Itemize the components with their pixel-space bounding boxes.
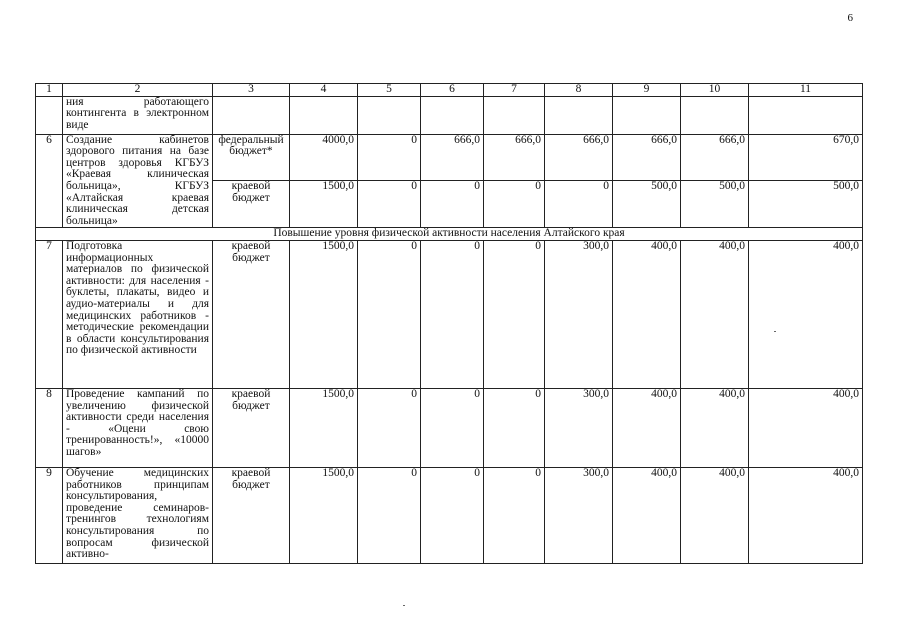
value-cell: 400,0	[749, 388, 863, 467]
value-cell: 1500,0	[290, 181, 358, 228]
section-row	[36, 228, 863, 241]
value-cell: 500,0	[681, 181, 749, 228]
value-cell: 0	[421, 467, 484, 563]
funding-source: краевой бюджет	[213, 240, 290, 388]
row-number: 8	[36, 388, 63, 467]
value-cell: 400,0	[613, 388, 681, 467]
value-cell: 0	[484, 467, 545, 563]
table-row-9	[36, 467, 863, 563]
funding-source: краевой бюджет	[213, 181, 290, 228]
value-cell: 0	[421, 240, 484, 388]
col-header: 1	[36, 84, 63, 97]
cell	[484, 96, 545, 134]
value-cell: 300,0	[545, 388, 613, 467]
row-description: Проведение кампаний по увеличению физической активности среди населения - «Оцени свою тренированность!», «10000 шагов»	[63, 388, 213, 467]
value-cell: 1500,0	[290, 388, 358, 467]
value-cell: 0	[421, 181, 484, 228]
cell	[681, 96, 749, 134]
col-header: 2	[63, 84, 213, 97]
value-cell: 666,0	[545, 134, 613, 181]
row-number: 6	[36, 134, 63, 228]
budget-table	[35, 83, 863, 564]
value-cell: 4000,0	[290, 134, 358, 181]
value-cell: 500,0	[613, 181, 681, 228]
value-cell: 300,0	[545, 467, 613, 563]
value-cell: 0	[358, 388, 421, 467]
scan-speck	[774, 331, 776, 332]
value-cell: 0	[421, 388, 484, 467]
value-cell: 0	[358, 134, 421, 181]
col-header: 10	[681, 84, 749, 97]
cell	[545, 96, 613, 134]
value-cell: 0	[358, 467, 421, 563]
cell	[213, 96, 290, 134]
value-cell: 400,0	[681, 388, 749, 467]
row-number	[36, 96, 63, 134]
row-description: ния работающего контингента в электронном виде	[63, 96, 213, 134]
value-cell: 0	[545, 181, 613, 228]
value-cell: 400,0	[749, 467, 863, 563]
value-cell: 670,0	[749, 134, 863, 181]
scan-speck	[403, 605, 405, 606]
table-row-6a	[36, 134, 863, 181]
table-header-row	[36, 84, 863, 97]
value-cell: 400,0	[613, 240, 681, 388]
value-cell: 0	[358, 240, 421, 388]
col-header: 8	[545, 84, 613, 97]
value-cell: 0	[484, 388, 545, 467]
funding-source: федеральный бюджет*	[213, 134, 290, 181]
col-header: 7	[484, 84, 545, 97]
value-cell: 400,0	[681, 240, 749, 388]
col-header: 6	[421, 84, 484, 97]
value-cell: 666,0	[484, 134, 545, 181]
row-description: Обучение медицинских работников принципам консультирования, проведение семинаров-тренингов технологиям консультирования по вопросам физической активно-	[63, 467, 213, 563]
cell	[290, 96, 358, 134]
value-cell: 0	[358, 181, 421, 228]
page-number: 6	[847, 12, 853, 24]
row-description: Подготовка информационных материалов по физической активности: для населения - буклеты, плакаты, видео и аудио-материалы и для медицинских работников - методические рекомендации в области консультирования по физической активности	[63, 240, 213, 388]
value-cell: 400,0	[613, 467, 681, 563]
value-cell: 0	[484, 181, 545, 228]
value-cell: 400,0	[681, 467, 749, 563]
col-header: 9	[613, 84, 681, 97]
col-header: 11	[749, 84, 863, 97]
value-cell: 0	[484, 240, 545, 388]
cell	[421, 96, 484, 134]
value-cell: 666,0	[421, 134, 484, 181]
value-cell: 666,0	[681, 134, 749, 181]
col-header: 5	[358, 84, 421, 97]
row-description: Создание кабинетов здорового питания на базе центров здоровья КГБУЗ «Краевая клиническая больница», КГБУЗ «Алтайская краевая клиническая детская больница»	[63, 134, 213, 228]
value-cell: 1500,0	[290, 240, 358, 388]
table-row-8	[36, 388, 863, 467]
table-row-7	[36, 240, 863, 388]
table-row-continuation	[36, 96, 863, 134]
value-cell: 500,0	[749, 181, 863, 228]
value-cell: 300,0	[545, 240, 613, 388]
col-header: 3	[213, 84, 290, 97]
cell	[613, 96, 681, 134]
col-header: 4	[290, 84, 358, 97]
cell	[358, 96, 421, 134]
funding-source: краевой бюджет	[213, 388, 290, 467]
row-number: 9	[36, 467, 63, 563]
row-number: 7	[36, 240, 63, 388]
value-cell: 400,0	[749, 240, 863, 388]
funding-source: краевой бюджет	[213, 467, 290, 563]
section-title: Повышение уровня физической активности населения Алтайского края	[36, 228, 863, 241]
value-cell: 1500,0	[290, 467, 358, 563]
value-cell: 666,0	[613, 134, 681, 181]
cell	[749, 96, 863, 134]
